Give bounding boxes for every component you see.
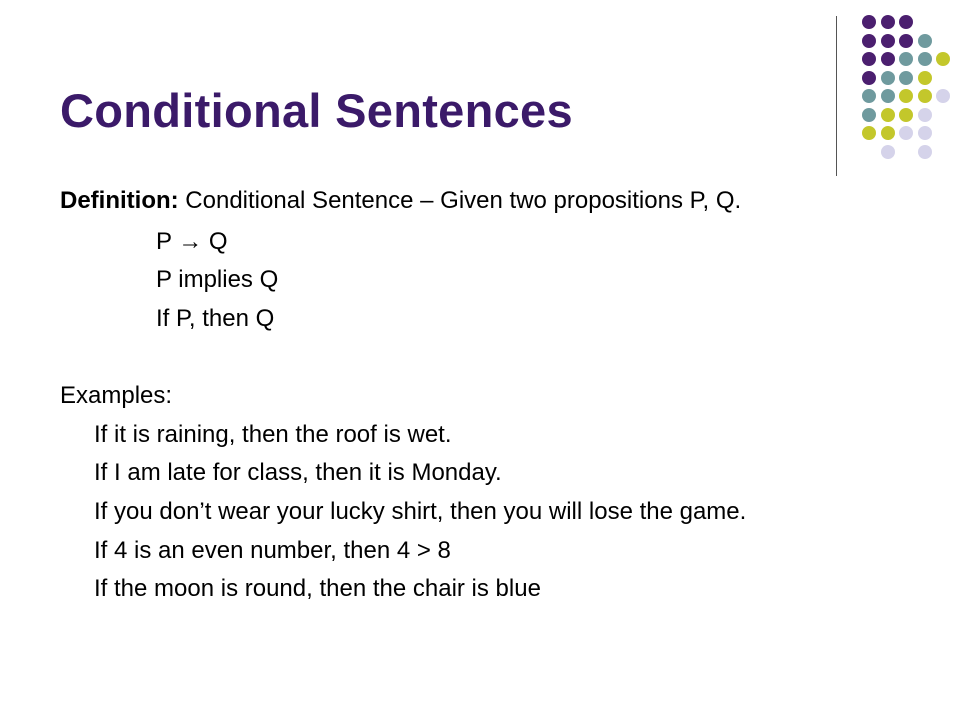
teal-dot xyxy=(899,52,913,66)
olive-dot xyxy=(862,126,876,140)
lavender-dot xyxy=(936,89,950,103)
definition-line xyxy=(60,187,741,215)
purple-dot xyxy=(881,34,895,48)
purple-dot xyxy=(881,15,895,29)
definition-form-implies: P implies Q xyxy=(156,266,279,293)
example-item: If the moon is round, then the chair is blue xyxy=(94,575,541,602)
olive-dot xyxy=(899,89,913,103)
example-item: If it is raining, then the roof is wet. xyxy=(94,421,452,448)
teal-dot xyxy=(881,71,895,85)
purple-dot xyxy=(862,34,876,48)
definition-label: Definition: xyxy=(60,187,179,214)
example-item: If I am late for class, then it is Monday. xyxy=(94,459,502,486)
slide-title: Conditional Sentences xyxy=(60,84,573,137)
purple-dot xyxy=(899,15,913,29)
olive-dot xyxy=(881,108,895,122)
purple-dot xyxy=(862,71,876,85)
decorative-divider xyxy=(836,16,837,176)
lavender-dot xyxy=(918,126,932,140)
olive-dot xyxy=(881,126,895,140)
olive-dot xyxy=(899,108,913,122)
purple-dot xyxy=(881,52,895,66)
olive-dot xyxy=(936,52,950,66)
definition-form-arrow: P → Q xyxy=(156,228,228,255)
teal-dot xyxy=(918,34,932,48)
definition-text: Conditional Sentence – Given two propositions P, Q. xyxy=(178,187,742,214)
examples-heading: Examples: xyxy=(60,382,173,409)
teal-dot xyxy=(899,71,913,85)
lavender-dot xyxy=(918,145,932,159)
definition-form-if-then: If P, then Q xyxy=(156,305,275,332)
teal-dot xyxy=(918,52,932,66)
olive-dot xyxy=(918,71,932,85)
lavender-dot xyxy=(918,108,932,122)
lavender-dot xyxy=(881,145,895,159)
teal-dot xyxy=(862,108,876,122)
teal-dot xyxy=(862,89,876,103)
example-item: If 4 is an even number, then 4 > 8 xyxy=(94,537,451,564)
example-item: If you don’t wear your lucky shirt, then you will lose the game. xyxy=(94,498,747,525)
olive-dot xyxy=(918,89,932,103)
teal-dot xyxy=(881,89,895,103)
purple-dot xyxy=(862,52,876,66)
lavender-dot xyxy=(899,126,913,140)
purple-dot xyxy=(862,15,876,29)
purple-dot xyxy=(899,34,913,48)
